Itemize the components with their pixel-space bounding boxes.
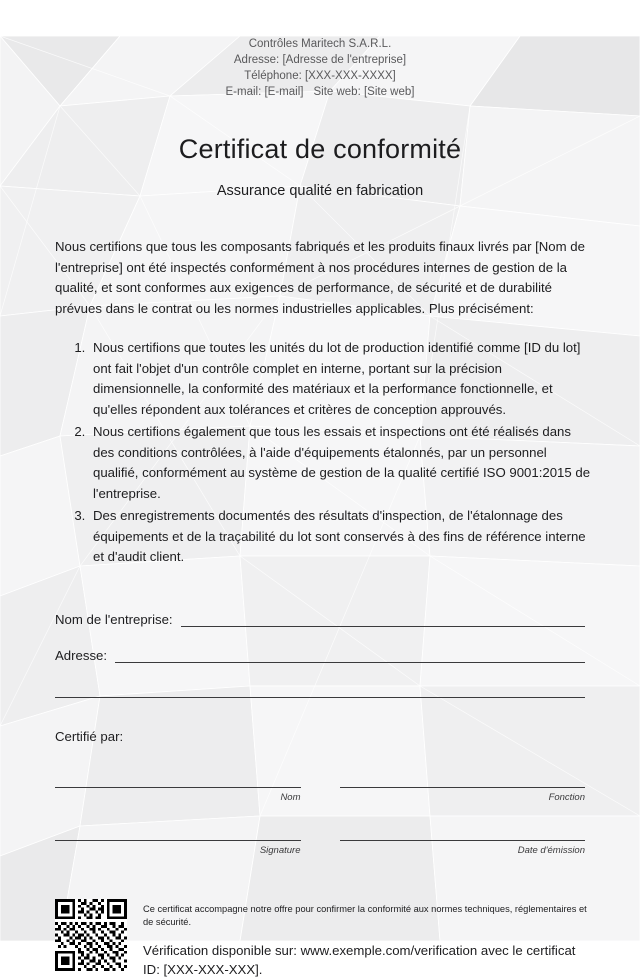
company-website: Site web: [Site web] — [313, 86, 415, 98]
company-name-input-line[interactable] — [181, 613, 585, 627]
function-field — [340, 773, 586, 803]
footer-verification: Vérification disponible sur: www.exemple.com/verification avec le certificat ID: [XXX-XXX-XXX]. — [143, 942, 576, 977]
intro-paragraph: Nous certifions que tous les composants fabriqués et les produits finaux livrés par [Nom de l'entreprise] ont été inspectés conformément à nos procédures internes de gestion de la qualité, et sont conformes aux exigences de performance, de sécurité et de durabilité prévues dans le contrat ou les normes industrielles applicables. Plus précisément: — [55, 239, 585, 316]
certificate-page — [0, 36, 640, 977]
certificate-body — [55, 237, 592, 568]
qr-code — [55, 899, 127, 971]
company-name: Contrôles Maritech S.A.R.L. — [248, 38, 392, 50]
signature-row-1 — [55, 773, 585, 803]
certificate-content — [0, 36, 640, 979]
name-field — [55, 773, 301, 803]
signature-row-2 — [55, 826, 585, 856]
company-phone: Téléphone: [XXX-XXX-XXXX] — [244, 70, 396, 82]
clause-item: 3. Des enregistrements documentés des résultats d'inspection, de l'étalonnage des équipements et de la traçabilité du lot sont conservés à des fins de référence interne et d'audit client. — [89, 506, 592, 568]
clause-list — [55, 338, 592, 568]
function-caption: Fonction — [548, 791, 585, 803]
address-label: Adresse: — [55, 647, 108, 663]
issue-date-input-line[interactable] — [340, 826, 586, 841]
signature-input-line[interactable] — [55, 826, 301, 841]
signature-caption: Signature — [259, 844, 301, 856]
company-email: E-mail: [E-mail] — [225, 86, 304, 98]
company-address: Adresse: [Adresse de l'entreprise] — [233, 54, 407, 66]
certified-by-label: Certifié par: — [55, 728, 124, 744]
address-input-line[interactable] — [115, 649, 585, 663]
clause-item: 2. Nous certifions également que tous les essais et inspections ont été réalisés dans des conditions contrôlées, à l'aide d'équipements étalonnés, par un personnel qualifié, conformément au système de gestion de la qualité certifié ISO 9001:2015 de l'entreprise. — [89, 422, 592, 504]
page-title: Certificat de conformité — [178, 134, 462, 164]
signature-field — [55, 826, 301, 856]
company-header — [0, 36, 640, 100]
footer-text-block — [143, 899, 592, 979]
issue-date-field — [340, 826, 586, 856]
company-name-field-row — [55, 612, 585, 627]
function-input-line[interactable] — [340, 773, 586, 788]
page-subtitle: Assurance qualité en fabrication — [216, 183, 424, 200]
name-caption: Nom — [280, 791, 301, 803]
address-field-row — [55, 648, 585, 663]
fill-in-fields — [55, 612, 585, 698]
clause-item: 1. Nous certifions que toutes les unités du lot de production identifié comme [ID du lot] ont fait l'objet d'un contrôle complet en interne, portant sur la précision dimensionnelle, la conformité des matériaux et la performance fonctionnelle, et qu'elles répondent aux tolérances et critères de conception approuvés. — [89, 338, 592, 420]
company-name-label: Nom de l'entreprise: — [55, 611, 173, 627]
issue-date-caption: Date d'émission — [517, 844, 585, 856]
certificate-footer — [55, 899, 592, 979]
footer-note: Ce certificat accompagne notre offre pour confirmer la conformité aux normes techniques, réglementaires et de sécurité. — [143, 903, 587, 927]
company-contact-line — [0, 84, 640, 100]
name-input-line[interactable] — [55, 773, 301, 788]
address-input-line-2[interactable] — [55, 684, 585, 698]
